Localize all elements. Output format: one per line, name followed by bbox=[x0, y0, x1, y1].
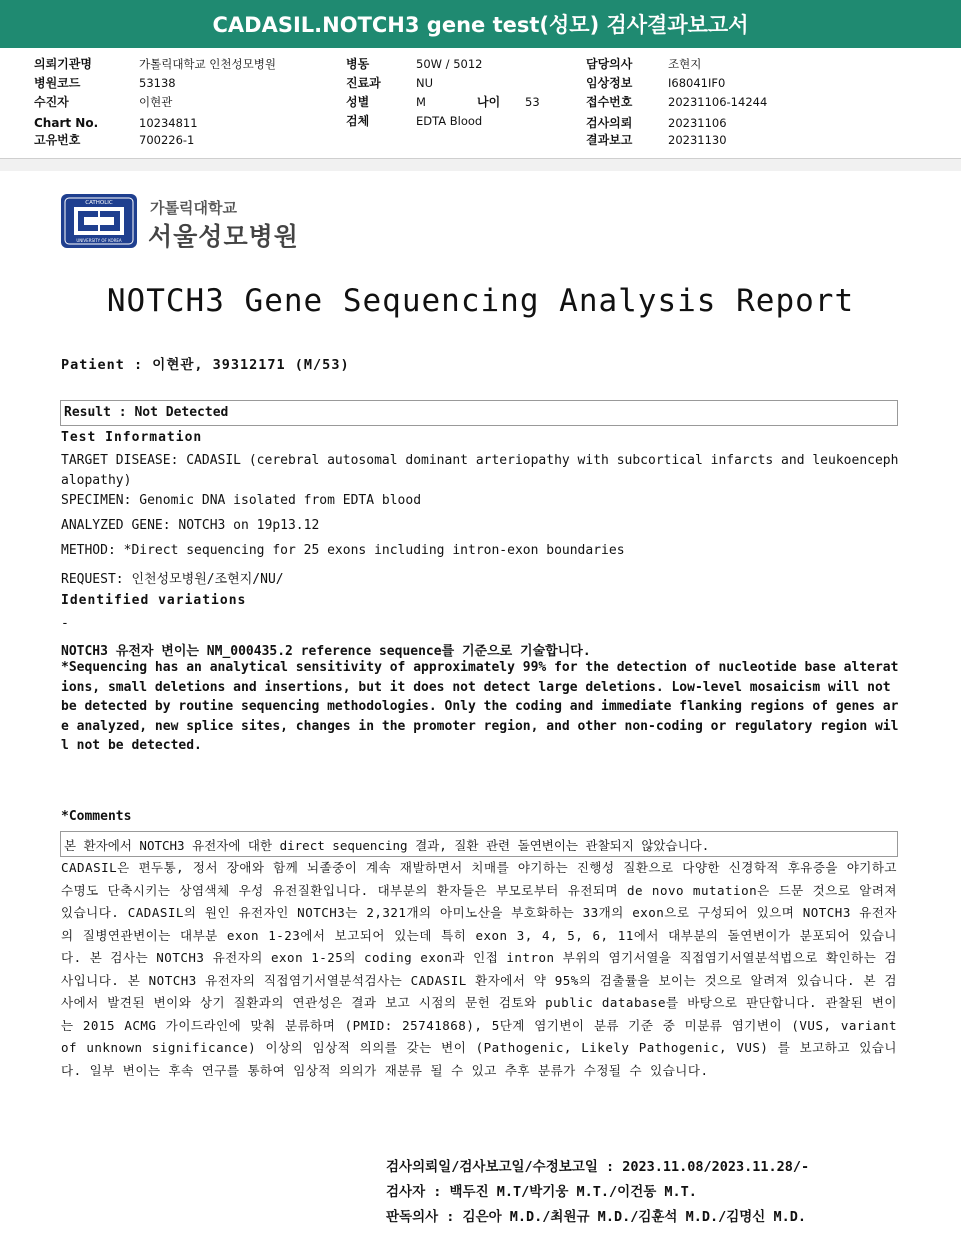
report-dates: 검사의뢰일/검사보고일/수정보고일 : 2023.11.08/2023.11.28/- bbox=[386, 1159, 810, 1175]
header-value: I68041IF0 bbox=[668, 76, 726, 90]
header-label: 진료과 bbox=[346, 76, 381, 90]
header-label: 의뢰기관명 bbox=[34, 57, 92, 71]
header-value: 700226-1 bbox=[139, 133, 195, 147]
target-disease: TARGET DISEASE: CADASIL (cerebral autosomal dominant arteriopathy with subcortical infarcts and leukoencephalopathy) bbox=[61, 453, 899, 488]
header-value: M bbox=[416, 95, 426, 109]
report-page bbox=[0, 171, 961, 1242]
report-title: NOTCH3 Gene Sequencing Analysis Report bbox=[106, 283, 855, 319]
header-label: 수진자 bbox=[34, 95, 69, 109]
identified-variations-value: - bbox=[61, 616, 69, 631]
header-value: 10234811 bbox=[139, 116, 198, 130]
header-value: 가톨릭대학교 인천성모병원 bbox=[139, 57, 276, 71]
header-value: 20231106 bbox=[668, 116, 727, 130]
test-info-heading: Test Information bbox=[61, 430, 203, 445]
section-divider bbox=[0, 159, 961, 171]
technicians: 검사자 : 백두진 M.T/박기웅 M.T./이건동 M.T. bbox=[386, 1184, 697, 1200]
identified-variations-heading: Identified variations bbox=[61, 593, 247, 608]
comment-summary-text: 본 환자에서 NOTCH3 유전자에 대한 direct sequencing 결과, 질환 관련 돌연변이는 관찰되지 않았습니다. bbox=[64, 838, 710, 853]
header-label: 임상정보 bbox=[586, 76, 633, 90]
reference-note: NOTCH3 유전자 변이는 NM_000435.2 reference sequence를 기준으로 기술합니다. bbox=[61, 644, 591, 659]
header-value: 53138 bbox=[139, 76, 176, 90]
header-label: 성별 bbox=[346, 95, 370, 109]
comments-heading: *Comments bbox=[61, 809, 132, 824]
age-label: 나이 bbox=[477, 95, 501, 109]
logo-hospital-name: 서울성모병원 bbox=[148, 222, 299, 251]
header-label: Chart No. bbox=[34, 116, 99, 130]
patient-line: Patient : 이현관, 39312171 (M/53) bbox=[61, 357, 350, 373]
header-label: 검체 bbox=[346, 114, 370, 128]
header-value: 조현지 bbox=[668, 57, 702, 71]
result-text: Result : Not Detected bbox=[64, 405, 229, 420]
age-value: 53 bbox=[525, 95, 540, 109]
seal-top-text: CATHOLIC bbox=[85, 200, 113, 206]
hospital-logo bbox=[60, 193, 300, 253]
comment-summary-box bbox=[60, 831, 898, 857]
header-value: 이현관 bbox=[139, 95, 173, 109]
window-title: CADASIL.NOTCH3 gene test(성모) 검사결과보고서 bbox=[212, 13, 749, 37]
header-label: 결과보고 bbox=[586, 133, 633, 147]
sensitivity-note: *Sequencing has an analytical sensitivity of approximately 99% for the detection of nucleotide base alterations, small deletions and insertions, but it does not detect large deletions. Low-level mosaicism will not be detected by routine sequencing methodologies. Only the coding and immediate flanking regions of genes are analyzed, new splice sites, changes in the promoter region, and other non-coding or regulatory region will not be detected. bbox=[61, 660, 899, 753]
patient-info-header bbox=[0, 48, 961, 159]
header-value: EDTA Blood bbox=[416, 114, 483, 128]
comment-body: CADASIL은 편두통, 정서 장애와 함께 뇌졸중이 계속 재발하면서 치매를 야기하는 진행성 질환으로 다양한 신경학적 후유증을 야기하고 수명도 단축시키는 상염색체 우성 유전질환입니다. 대부분의 환자들은 부모로부터 유전되며 de novo mutation은 드문 것으로 알려져 있습니다. CADASIL의 원인 유전자인 NOTCH3는 2,321개의 아미노산을 부호화하는 33개의 exon으로 구성되어 있으며 NOTCH3 유전자의 질병연관변이는 대부분 exon 1-23에서 보고되어 있는데 특히 exon 3, 4, 5, 6, 11에서 대부분의 돌연변이가 분포되어 있습니다. 본 검사는 NOTCH3 유전자의 exon 1-25의 coding exon과 인접 intron 부위의 염기서열을 직접염기서열분석법으로 확인하는 검사입니다. 본 NOTCH3 유전자의 직접염기서열분석검사는 CADASIL 환자에서 약 95%의 검출률을 보이는 것으로 알려져 있습니다. 본 검사에서 발견된 변이와 상기 질환과의 연관성은 결과 보고 시점의 문헌 검토와 public database를 바탕으로 판단합니다. 관찰된 변이는 2015 ACMG 가이드라인에 맞춰 분류하며 (PMID: 25741868), 5단계 염기변이 분류 기준 중 미분류 염기변이 (VUS, variant of unknown significance) 이상의 임상적 의의를 갖는 변이 (Pathogenic, Likely Pathogenic, VUS) 를 보고하고 있습니다. 일부 변이는 후속 연구를 통하여 임상적 의의가 재분류 될 수 있고 추후 분류가 수정될 수 있습니다. bbox=[61, 860, 897, 1078]
logo-university-name: 가톨릭대학교 bbox=[150, 199, 237, 217]
header-value: 20231130 bbox=[668, 133, 727, 147]
specimen: SPECIMEN: Genomic DNA isolated from EDTA blood bbox=[61, 493, 422, 508]
seal-bottom-text: UNIVERSITY OF KOREA bbox=[76, 238, 122, 243]
reading-doctors: 판독의사 : 김은아 M.D./최원규 M.D./김훈석 M.D./김명신 M.D. bbox=[386, 1209, 806, 1225]
result-box bbox=[60, 400, 898, 426]
header-value: NU bbox=[416, 76, 434, 90]
header-value: 20231106-14244 bbox=[668, 95, 768, 109]
analyzed-gene: ANALYZED GENE: NOTCH3 on 19p13.12 bbox=[61, 518, 320, 533]
header-label: 검사의뢰 bbox=[586, 116, 633, 130]
request: REQUEST: 인천성모병원/조현지/NU/ bbox=[61, 572, 284, 587]
window-title-bar bbox=[0, 0, 961, 48]
header-label: 접수번호 bbox=[586, 95, 633, 109]
method: METHOD: *Direct sequencing for 25 exons including intron-exon boundaries bbox=[61, 543, 625, 558]
header-value: 50W / 5012 bbox=[416, 57, 483, 71]
header-label: 고유번호 bbox=[34, 133, 81, 147]
header-label: 병원코드 bbox=[34, 76, 81, 90]
header-label: 병동 bbox=[346, 57, 370, 71]
header-label: 담당의사 bbox=[586, 57, 633, 71]
hospital-seal-icon bbox=[60, 193, 138, 249]
